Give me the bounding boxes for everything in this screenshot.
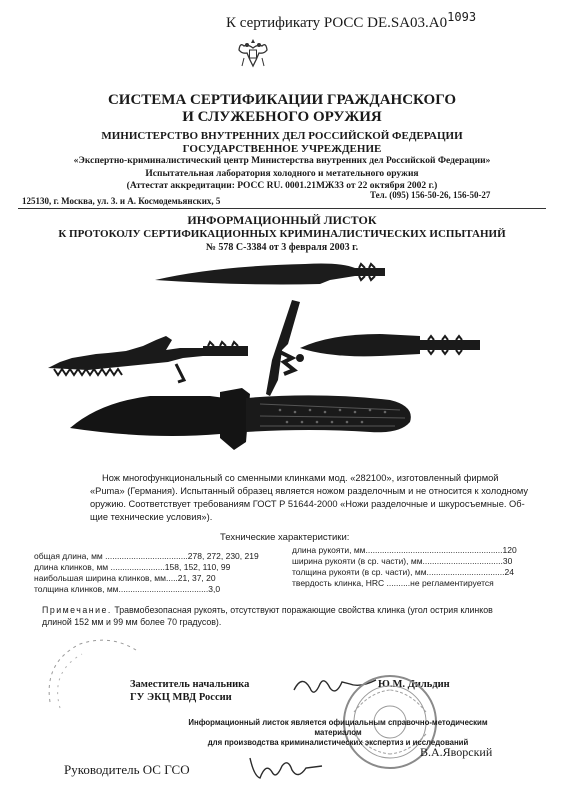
org-address: 125130, г. Москва, ул. 3. и А. Космодемьянских, 5 — [22, 196, 221, 206]
assembled-knife-image — [70, 382, 420, 462]
spec-total-length: общая длина, мм ...................................278, 272, 230, 219 — [34, 551, 259, 561]
note-text: длиной 152 мм и 99 мм более 70 градусов). — [42, 617, 222, 627]
spec-blade-width: наибольшая ширина клинков, мм.....21, 37, 20 — [34, 573, 216, 583]
specs-left-column — [34, 551, 259, 595]
signatory-title-line1: Заместитель начальника — [130, 679, 250, 690]
org-accreditation: (Аттестат аккредитации: РОСС RU. 0001.21МЖ33 от 22 октября 2002 г.) — [126, 181, 438, 191]
header-divider — [18, 208, 546, 209]
specs-right-column — [292, 545, 517, 589]
cert-reference-handwritten: 1093 — [447, 10, 477, 24]
head-name: В.А.Яворский — [420, 745, 493, 759]
document-subtitle: К ПРОТОКОЛУ СЕРТИФИКАЦИОННЫХ КРИМИНАЛИСТИЧЕСКИХ ИСПЫТАНИЙ — [58, 227, 506, 240]
note-block — [42, 604, 542, 628]
system-title-line1: СИСТЕМА СЕРТИФИКАЦИИ ГРАЖДАНСКОГО — [107, 92, 457, 108]
description-line: оружию. Соответствует требованиям ГОСТ Р 51644-2000 «Ножи разделочные и шкуросъемные. Об- — [90, 499, 525, 509]
description-paragraph — [90, 472, 530, 524]
document-heading — [0, 214, 564, 255]
faded-stamp-left — [40, 632, 150, 722]
spec-blade-length: длина клинков, мм .......................158, 152, 110, 99 — [34, 562, 231, 572]
long-blade-image — [155, 258, 395, 292]
organization-block — [0, 130, 564, 193]
footer-note-line: Информационный листок является официальным справочно-методическим материалом — [188, 718, 488, 737]
org-institution: ГОСУДАРСТВЕННОЕ УЧРЕЖДЕНИЕ — [182, 142, 382, 155]
system-title — [0, 92, 564, 126]
small-blade-image — [300, 326, 500, 366]
description-line: Нож многофункциональный со сменными клинками мод. «282100», изготовленный фирмой — [102, 473, 499, 483]
spec-handle-width: ширина рукояти (в ср. части), мм..................................30 — [292, 556, 513, 566]
system-title-line2: И СЛУЖЕБНОГО ОРУЖИЯ — [182, 109, 382, 125]
spec-blade-thickness: толщина клинков, мм......................................3,0 — [34, 584, 221, 594]
signatory-title — [130, 678, 249, 704]
coat-of-arms-emblem — [236, 36, 270, 72]
description-line: щие технические условия»). — [90, 512, 213, 522]
signatory-title-line2: ГУ ЭКЦ МВД России — [130, 692, 232, 703]
org-phone: Тел. (095) 156-50-26, 156-50-27 — [370, 190, 491, 200]
spec-handle-length: длина рукояти, мм..........................................................120 — [292, 545, 517, 555]
description-line: «Puma» (Германия). Испытанный образец является ножом разделочным и не относится к холодному — [90, 486, 529, 496]
note-label: Примечание. — [42, 605, 112, 615]
org-laboratory: Испытательная лаборатория холодного и метательного оружия — [145, 168, 419, 179]
org-ministry: МИНИСТЕРСТВО ВНУТРЕННИХ ДЕЛ РОССИЙСКОЙ ФЕДЕРАЦИИ — [101, 130, 463, 142]
specs-heading: Технические характеристики: — [220, 532, 350, 543]
footer-note-line: для производства криминалистических экспертиз и исследований — [207, 738, 469, 747]
note-text: Травмобезопасная рукоять, отсутствуют поражающие свойства клинка (угол острия клинков — [114, 605, 493, 615]
cert-reference — [226, 10, 476, 32]
spec-handle-thickness: толщина рукояти (в ср. части), мм.................................24 — [292, 567, 514, 577]
document-title: ИНФОРМАЦИОННЫЙ ЛИСТОК — [187, 213, 377, 227]
org-center-name: «Экспертно-криминалистический центр Министерства внутренних дел Российской Федерации» — [73, 156, 491, 166]
signatory-name: Ю.М. Дильдин — [378, 679, 450, 690]
protocol-number: № 578 С-3384 от 3 февраля 2003 г. — [205, 242, 359, 253]
footer-note — [168, 718, 508, 748]
spec-blade-hardness: твердость клинка, HRC ..........не регламентируется — [292, 578, 494, 588]
signature-head — [246, 752, 326, 784]
saw-blade-image — [48, 318, 263, 388]
cert-reference-text: К сертификату РОСС DE.SA03.A0 — [226, 15, 448, 31]
head-title: Руководитель ОС ГСО — [64, 762, 190, 777]
